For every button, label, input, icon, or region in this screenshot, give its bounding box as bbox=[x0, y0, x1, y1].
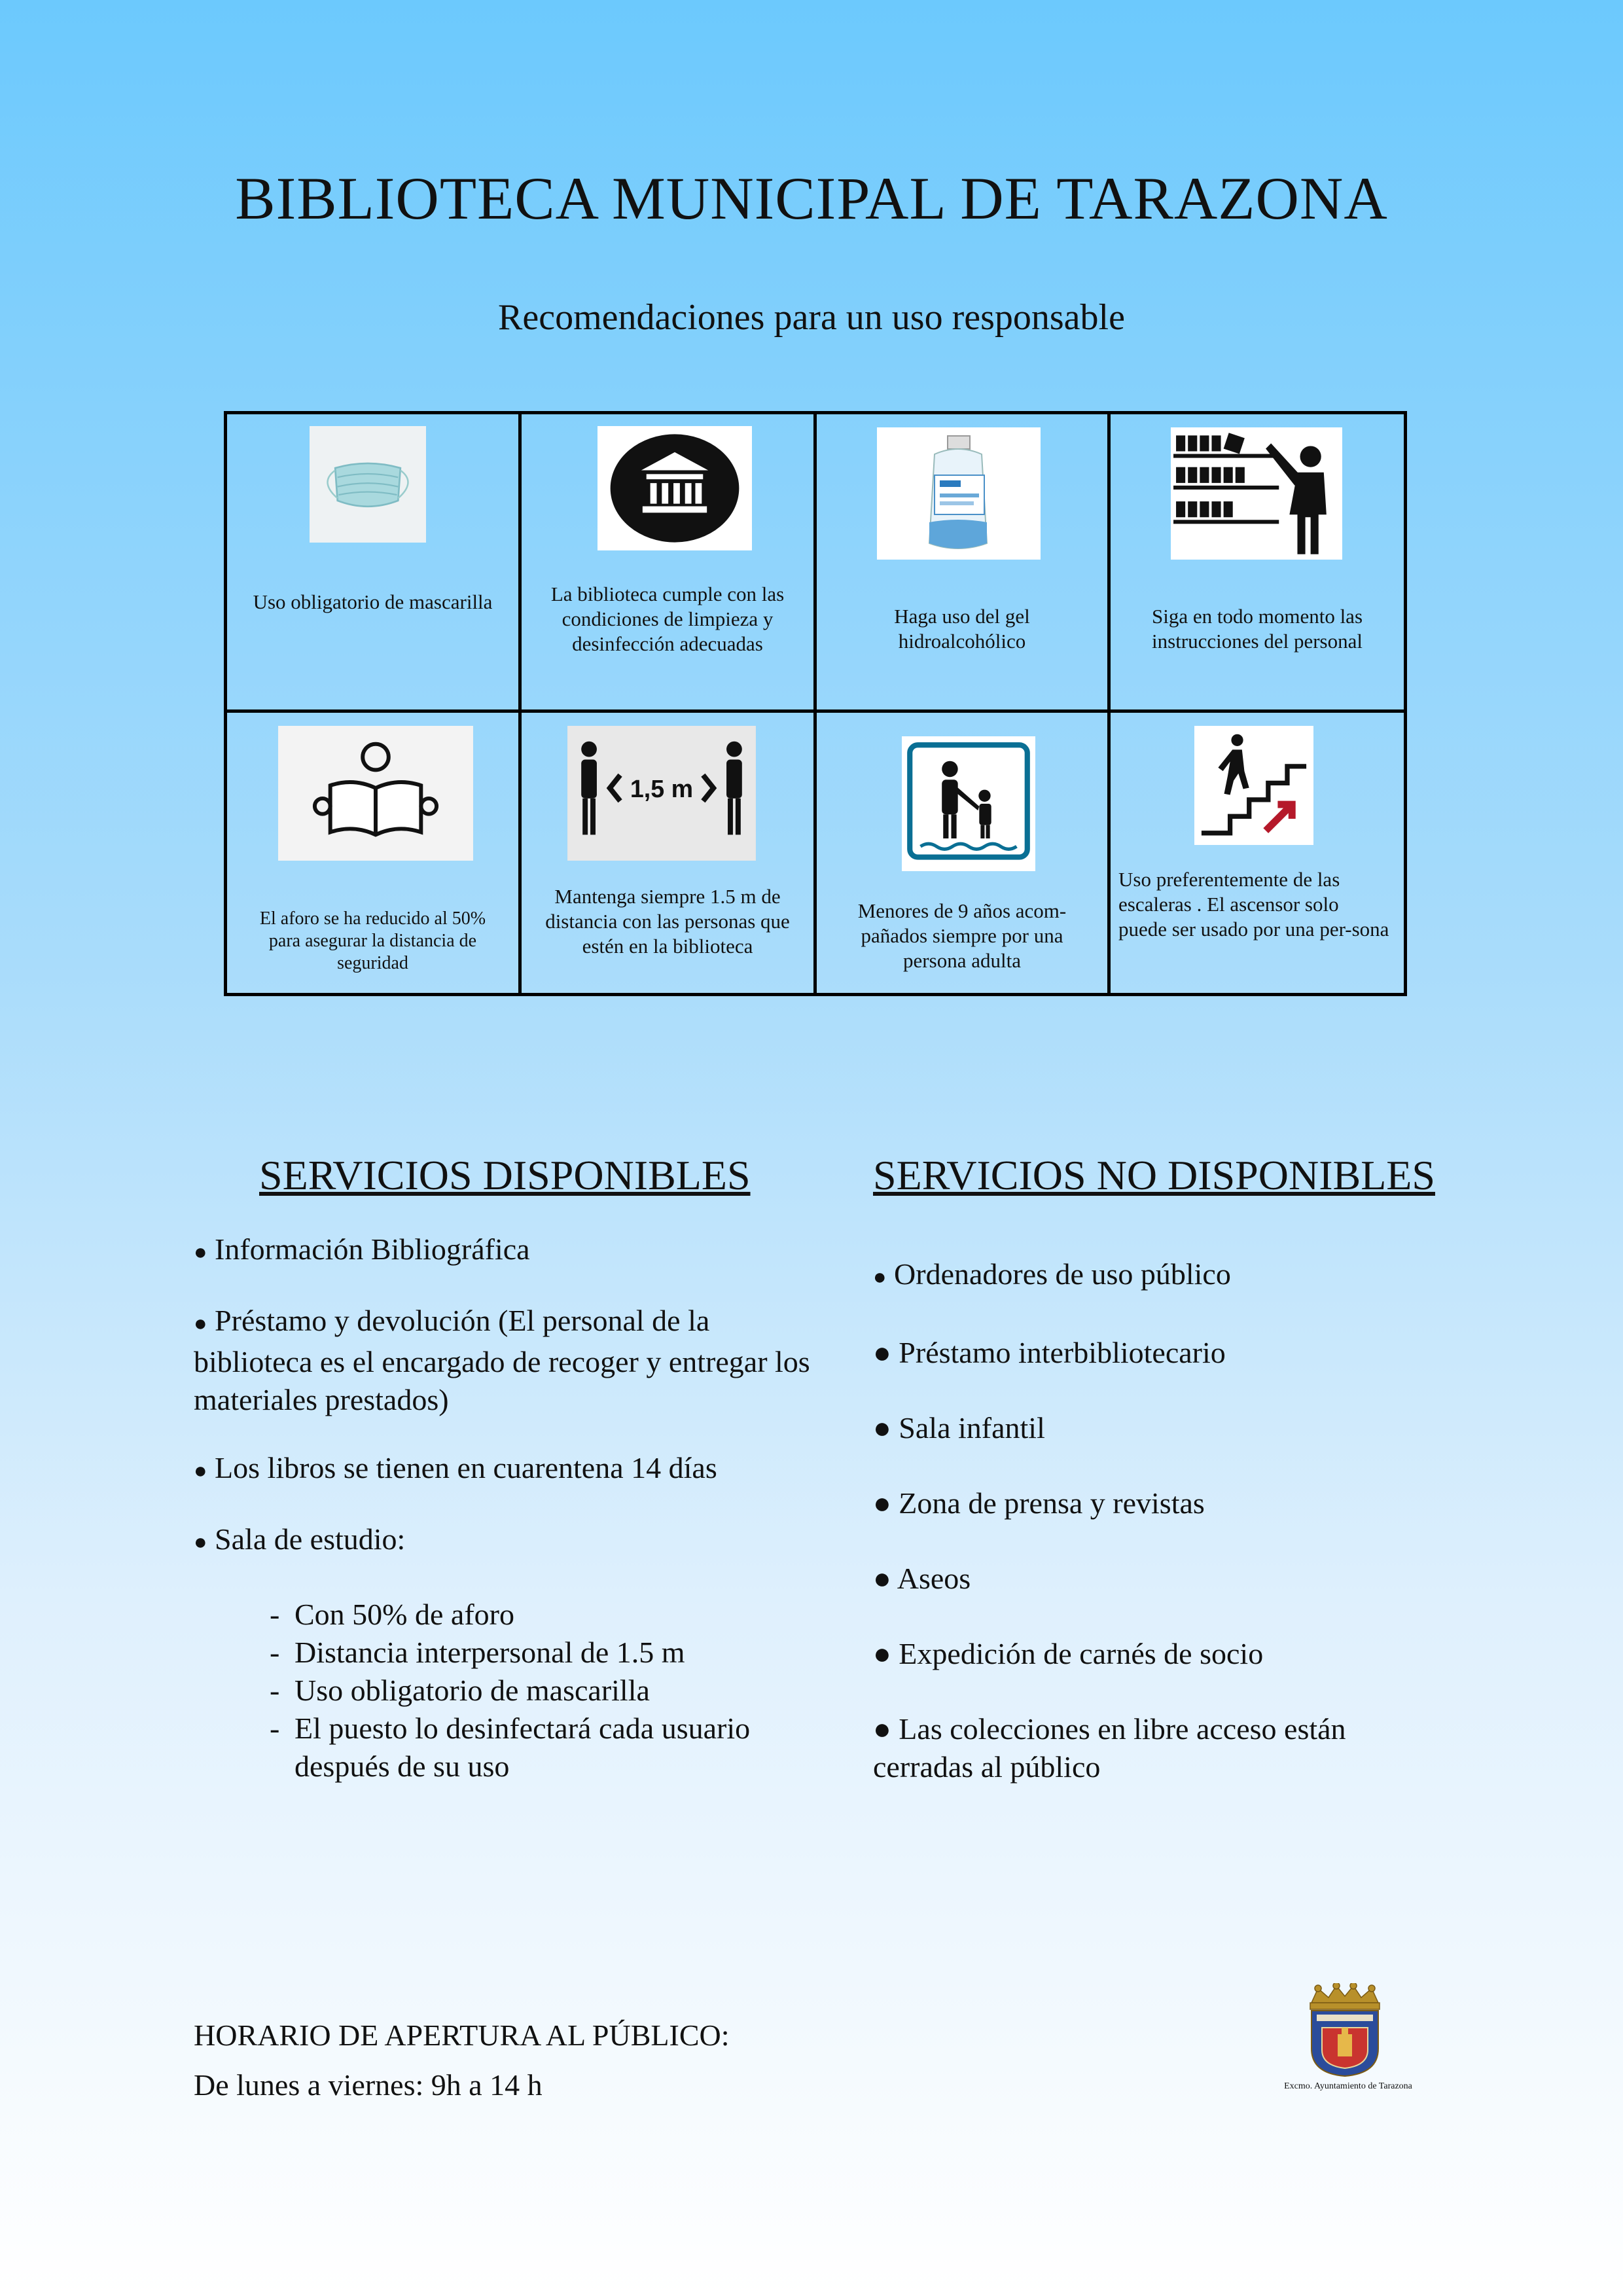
recommendation-text: El aforo se ha reducido al 50% para asegurar la distancia de seguridad bbox=[259, 908, 486, 973]
list-item: - Distancia interpersonal de 1.5 m bbox=[270, 1636, 685, 1669]
opening-hours-title: HORARIO DE APERTURA AL PÚBLICO: bbox=[194, 2018, 730, 2052]
person-reading-icon bbox=[278, 726, 473, 861]
recommendation-staff bbox=[1111, 414, 1404, 713]
unavailable-services-list bbox=[873, 1255, 1462, 1786]
recommendations-grid bbox=[224, 411, 1407, 996]
recommendation-text: Mantenga siempre 1.5 m de distancia con las personas que estén en la biblioteca bbox=[545, 885, 790, 958]
recommendation-capacity bbox=[227, 713, 522, 993]
list-item: ● Aseos bbox=[873, 1562, 971, 1595]
unavailable-services-title: SERVICIOS NO DISPONIBLES bbox=[873, 1152, 1435, 1198]
staff-shelf-instructions-icon bbox=[1171, 427, 1342, 560]
list-item: ● Zona de prensa y revistas bbox=[873, 1486, 1205, 1520]
list-item: ● Los libros se tienen en cuarentena 14 días bbox=[194, 1451, 717, 1484]
list-item: ● Préstamo y devolución (El personal de la biblioteca es el encargado de recoger y entregar los materiales prestados) bbox=[194, 1304, 810, 1416]
opening-hours-text: De lunes a viernes: 9h a 14 h bbox=[194, 2068, 543, 2102]
study-room-conditions bbox=[194, 1596, 835, 1785]
list-item: ● Las colecciones en libre acceso están cerradas al público bbox=[873, 1712, 1346, 1784]
seal-caption: Excmo. Ayuntamiento de Tarazona bbox=[1284, 2081, 1412, 2091]
recommendation-text: Uso obligatorio de mascarilla bbox=[253, 590, 493, 613]
recommendation-minors bbox=[817, 713, 1111, 993]
page-subtitle: Recomendaciones para un uso responsable bbox=[498, 297, 1125, 338]
recommendation-stairs bbox=[1111, 713, 1404, 993]
list-item: - Uso obligatorio de mascarilla bbox=[270, 1674, 650, 1707]
available-services-list bbox=[194, 1230, 835, 1785]
list-item: ● Sala infantil bbox=[873, 1411, 1045, 1444]
face-mask-icon bbox=[310, 426, 426, 543]
page-title: BIBLIOTECA MUNICIPAL DE TARAZONA bbox=[235, 165, 1388, 232]
list-item: ● Sala de estudio: bbox=[194, 1522, 406, 1556]
distance-label: 1,5 m bbox=[630, 774, 694, 802]
list-item: - Con 50% de aforo bbox=[270, 1598, 514, 1631]
person-climbing-stairs-icon bbox=[1194, 726, 1313, 845]
recommendation-mask bbox=[227, 414, 522, 713]
recommendation-text: Haga uso del gel hidroalcohólico bbox=[894, 605, 1030, 653]
recommendation-text: La biblioteca cumple con las condiciones de limpieza y desinfección adecuadas bbox=[550, 583, 785, 655]
coat-of-arms-icon bbox=[1302, 1983, 1387, 2078]
recommendation-distance bbox=[522, 713, 817, 993]
library-building-icon bbox=[597, 426, 752, 550]
list-item: ● Expedición de carnés de socio bbox=[873, 1637, 1264, 1670]
recommendation-text: Siga en todo momento las instrucciones del personal bbox=[1151, 605, 1363, 653]
recommendation-gel bbox=[817, 414, 1111, 713]
list-item: - El puesto lo desinfectará cada usuario después de su uso bbox=[270, 1712, 751, 1783]
list-item: ● Préstamo interbibliotecario bbox=[873, 1336, 1226, 1369]
distance-1-5m-icon bbox=[567, 726, 756, 861]
recommendation-text: Menores de 9 años acom-pañados siempre por una persona adulta bbox=[857, 899, 1067, 972]
available-services-title: SERVICIOS DISPONIBLES bbox=[259, 1152, 751, 1198]
list-item: ● Información Bibliográfica bbox=[194, 1232, 530, 1266]
recommendation-text: Uso preferentemente de las escaleras . El ascensor solo puede ser usado por una per-sona bbox=[1118, 868, 1389, 941]
list-item: ● Ordenadores de uso público bbox=[873, 1257, 1231, 1291]
hand-sanitizer-gel-icon bbox=[877, 427, 1041, 560]
recommendation-cleaning bbox=[522, 414, 817, 713]
adult-with-child-icon bbox=[902, 736, 1035, 871]
